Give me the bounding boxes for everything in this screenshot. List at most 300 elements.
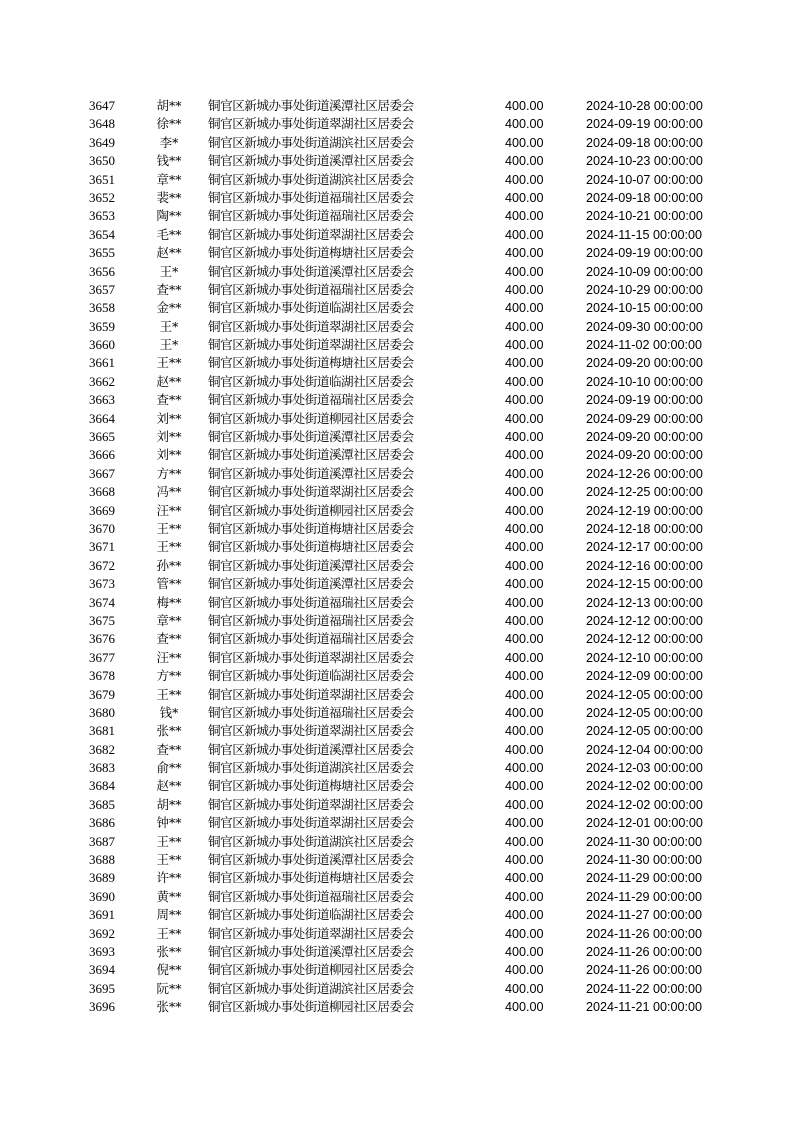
amount: 400.00	[505, 853, 544, 868]
person-name: 毛**	[156, 226, 182, 242]
person-name: 王*	[159, 318, 179, 334]
record-id: 3676	[89, 631, 115, 647]
person-name: 王**	[156, 833, 182, 849]
organization: 铜官区新城办事处街道福瑞社区居委会	[208, 281, 414, 297]
table-row	[0, 373, 793, 391]
amount: 400.00	[505, 889, 544, 904]
organization: 铜官区新城办事处街道梅塘社区居委会	[208, 355, 414, 371]
record-id: 3671	[89, 539, 115, 555]
person-name: 黄**	[156, 888, 182, 904]
date-time: 2024-12-04 00:00:00	[586, 742, 703, 757]
date-time: 2024-12-03 00:00:00	[586, 761, 703, 776]
table-row	[0, 97, 793, 115]
table-row	[0, 171, 793, 189]
date-time: 2024-09-20 00:00:00	[586, 430, 703, 445]
organization: 铜官区新城办事处街道临湖社区居委会	[208, 907, 414, 923]
date-time: 2024-09-20 00:00:00	[586, 448, 703, 463]
table-row	[0, 594, 793, 612]
date-time: 2024-09-19 00:00:00	[586, 117, 703, 132]
record-id: 3677	[89, 649, 115, 665]
amount: 400.00	[505, 650, 544, 665]
table-row	[0, 759, 793, 777]
amount: 400.00	[505, 797, 544, 812]
organization: 铜官区新城办事处街道临湖社区居委会	[208, 300, 414, 316]
organization: 铜官区新城办事处街道柳园社区居委会	[208, 502, 414, 518]
amount: 400.00	[505, 246, 544, 261]
date-time: 2024-11-27 00:00:00	[586, 908, 703, 923]
record-id: 3682	[89, 741, 115, 757]
date-time: 2024-10-07 00:00:00	[586, 172, 703, 187]
table-row	[0, 483, 793, 501]
date-time: 2024-11-30 00:00:00	[586, 853, 703, 868]
organization: 铜官区新城办事处街道溪潭社区居委会	[208, 465, 414, 481]
date-time: 2024-11-15 00:00:00	[586, 227, 703, 242]
organization: 铜官区新城办事处街道翠湖社区居委会	[208, 226, 414, 242]
amount: 400.00	[505, 411, 544, 426]
date-time: 2024-12-01 00:00:00	[586, 816, 703, 831]
table-row	[0, 115, 793, 133]
table-row	[0, 686, 793, 704]
person-name: 汪**	[156, 649, 182, 665]
record-id: 3650	[89, 153, 115, 169]
amount: 400.00	[505, 981, 544, 996]
person-name: 王**	[156, 852, 182, 868]
date-time: 2024-11-29 00:00:00	[586, 889, 703, 904]
amount: 400.00	[505, 742, 544, 757]
date-time: 2024-12-09 00:00:00	[586, 669, 703, 684]
person-name: 金**	[156, 300, 182, 316]
organization: 铜官区新城办事处街道梅塘社区居委会	[208, 520, 414, 536]
date-time: 2024-12-02 00:00:00	[586, 797, 703, 812]
table-row	[0, 152, 793, 170]
record-id: 3692	[89, 925, 115, 941]
record-id: 3651	[89, 171, 115, 187]
organization: 铜官区新城办事处街道溪潭社区居委会	[208, 153, 414, 169]
person-name: 胡**	[156, 796, 182, 812]
organization: 铜官区新城办事处街道柳园社区居委会	[208, 410, 414, 426]
organization: 铜官区新城办事处街道福瑞社区居委会	[208, 631, 414, 647]
record-id: 3684	[89, 778, 115, 794]
date-time: 2024-10-28 00:00:00	[586, 99, 703, 113]
record-id: 3649	[89, 134, 115, 150]
person-name: 钱*	[159, 704, 179, 720]
person-name: 冯**	[156, 484, 182, 500]
amount: 400.00	[505, 117, 544, 132]
organization: 铜官区新城办事处街道湖滨社区居委会	[208, 171, 414, 187]
person-name: 管**	[156, 576, 182, 592]
person-name: 赵**	[156, 245, 182, 261]
amount: 400.00	[505, 135, 544, 150]
amount: 400.00	[505, 521, 544, 536]
person-name: 查**	[156, 631, 182, 647]
date-time: 2024-10-10 00:00:00	[586, 374, 703, 389]
table-row	[0, 796, 793, 814]
person-name: 王**	[156, 686, 182, 702]
person-name: 周**	[156, 907, 182, 923]
person-name: 王**	[156, 925, 182, 941]
amount: 400.00	[505, 926, 544, 941]
date-time: 2024-11-26 00:00:00	[586, 963, 703, 978]
date-time: 2024-10-09 00:00:00	[586, 264, 703, 279]
record-id: 3678	[89, 668, 115, 684]
record-id: 3679	[89, 686, 115, 702]
organization: 铜官区新城办事处街道湖滨社区居委会	[208, 833, 414, 849]
person-name: 张**	[156, 943, 182, 959]
organization: 铜官区新城办事处街道梅塘社区居委会	[208, 539, 414, 555]
table-row	[0, 207, 793, 225]
amount: 400.00	[505, 816, 544, 831]
record-id: 3687	[89, 833, 115, 849]
record-id: 3648	[89, 116, 115, 132]
table-row	[0, 391, 793, 409]
amount: 400.00	[505, 356, 544, 371]
record-id: 3666	[89, 447, 115, 463]
record-id: 3681	[89, 723, 115, 739]
person-name: 钱**	[156, 153, 182, 169]
record-id: 3661	[89, 355, 115, 371]
amount: 400.00	[505, 503, 544, 518]
person-name: 孙**	[156, 557, 182, 573]
record-id: 3685	[89, 796, 115, 812]
organization: 铜官区新城办事处街道湖滨社区居委会	[208, 760, 414, 776]
organization: 铜官区新城办事处街道梅塘社区居委会	[208, 778, 414, 794]
record-id: 3659	[89, 318, 115, 334]
organization: 铜官区新城办事处街道梅塘社区居委会	[208, 245, 414, 261]
record-id: 3667	[89, 465, 115, 481]
organization: 铜官区新城办事处街道福瑞社区居委会	[208, 888, 414, 904]
person-name: 查**	[156, 741, 182, 757]
organization: 铜官区新城办事处街道福瑞社区居委会	[208, 392, 414, 408]
record-id: 3647	[89, 98, 115, 113]
amount: 400.00	[505, 540, 544, 555]
date-time: 2024-11-21 00:00:00	[586, 1000, 703, 1015]
table-row	[0, 667, 793, 685]
table-row	[0, 777, 793, 795]
organization: 铜官区新城办事处街道溪潭社区居委会	[208, 263, 414, 279]
table-row	[0, 722, 793, 740]
amount: 400.00	[505, 963, 544, 978]
table-row	[0, 410, 793, 428]
table-row	[0, 612, 793, 630]
record-id: 3664	[89, 410, 115, 426]
date-time: 2024-12-18 00:00:00	[586, 521, 703, 536]
amount: 400.00	[505, 871, 544, 886]
amount: 400.00	[505, 99, 544, 113]
amount: 400.00	[505, 264, 544, 279]
table-row	[0, 814, 793, 832]
amount: 400.00	[505, 705, 544, 720]
person-name: 梅**	[156, 594, 182, 610]
date-time: 2024-11-26 00:00:00	[586, 944, 703, 959]
date-time: 2024-12-19 00:00:00	[586, 503, 703, 518]
record-id: 3683	[89, 760, 115, 776]
amount: 400.00	[505, 154, 544, 169]
record-id: 3680	[89, 704, 115, 720]
person-name: 章**	[156, 171, 182, 187]
table-row	[0, 354, 793, 372]
table-row	[0, 557, 793, 575]
person-name: 章**	[156, 612, 182, 628]
amount: 400.00	[505, 430, 544, 445]
organization: 铜官区新城办事处街道翠湖社区居委会	[208, 116, 414, 132]
organization: 铜官区新城办事处街道福瑞社区居委会	[208, 612, 414, 628]
date-time: 2024-10-15 00:00:00	[586, 301, 703, 316]
table-row	[0, 520, 793, 538]
organization: 铜官区新城办事处街道临湖社区居委会	[208, 373, 414, 389]
record-id: 3693	[89, 943, 115, 959]
table-row	[0, 428, 793, 446]
organization: 铜官区新城办事处街道翠湖社区居委会	[208, 723, 414, 739]
record-id: 3657	[89, 281, 115, 297]
person-name: 李*	[159, 134, 179, 150]
table-row	[0, 318, 793, 336]
person-name: 俞**	[156, 760, 182, 776]
organization: 铜官区新城办事处街道溪潭社区居委会	[208, 447, 414, 463]
date-time: 2024-11-30 00:00:00	[586, 834, 703, 849]
record-id: 3686	[89, 815, 115, 831]
amount: 400.00	[505, 632, 544, 647]
amount: 400.00	[505, 466, 544, 481]
record-id: 3658	[89, 300, 115, 316]
table-row	[0, 998, 793, 1016]
date-time: 2024-12-12 00:00:00	[586, 632, 703, 647]
amount: 400.00	[505, 908, 544, 923]
table-row	[0, 244, 793, 262]
person-name: 王*	[159, 337, 179, 353]
organization: 铜官区新城办事处街道柳园社区居委会	[208, 999, 414, 1015]
amount: 400.00	[505, 595, 544, 610]
record-id: 3668	[89, 484, 115, 500]
amount: 400.00	[505, 227, 544, 242]
date-time: 2024-12-26 00:00:00	[586, 466, 703, 481]
organization: 铜官区新城办事处街道翠湖社区居委会	[208, 337, 414, 353]
person-name: 裴**	[156, 189, 182, 205]
organization: 铜官区新城办事处街道溪潭社区居委会	[208, 741, 414, 757]
record-id: 3656	[89, 263, 115, 279]
amount: 400.00	[505, 338, 544, 353]
person-name: 陶**	[156, 208, 182, 224]
organization: 铜官区新城办事处街道福瑞社区居委会	[208, 208, 414, 224]
amount: 400.00	[505, 724, 544, 739]
amount: 400.00	[505, 393, 544, 408]
person-name: 查**	[156, 281, 182, 297]
table-row	[0, 134, 793, 152]
record-id: 3670	[89, 520, 115, 536]
table-row	[0, 925, 793, 943]
person-name: 王**	[156, 539, 182, 555]
organization: 铜官区新城办事处街道临湖社区居委会	[208, 668, 414, 684]
date-time: 2024-09-19 00:00:00	[586, 246, 703, 261]
person-name: 许**	[156, 870, 182, 886]
amount: 400.00	[505, 944, 544, 959]
table-row	[0, 630, 793, 648]
date-time: 2024-12-13 00:00:00	[586, 595, 703, 610]
organization: 铜官区新城办事处街道翠湖社区居委会	[208, 815, 414, 831]
table-row	[0, 741, 793, 759]
person-name: 倪**	[156, 962, 182, 978]
record-id: 3690	[89, 888, 115, 904]
record-id: 3691	[89, 907, 115, 923]
organization: 铜官区新城办事处街道福瑞社区居委会	[208, 594, 414, 610]
record-id: 3663	[89, 392, 115, 408]
amount: 400.00	[505, 834, 544, 849]
person-name: 徐**	[156, 116, 182, 132]
amount: 400.00	[505, 761, 544, 776]
table-row	[0, 649, 793, 667]
amount: 400.00	[505, 448, 544, 463]
record-id: 3675	[89, 612, 115, 628]
organization: 铜官区新城办事处街道翠湖社区居委会	[208, 484, 414, 500]
table-row	[0, 336, 793, 354]
person-name: 方**	[156, 668, 182, 684]
record-id: 3672	[89, 557, 115, 573]
table-row	[0, 502, 793, 520]
date-time: 2024-09-18 00:00:00	[586, 190, 703, 205]
record-id: 3674	[89, 594, 115, 610]
table-row	[0, 888, 793, 906]
record-id: 3689	[89, 870, 115, 886]
record-id: 3660	[89, 337, 115, 353]
organization: 铜官区新城办事处街道溪潭社区居委会	[208, 576, 414, 592]
table-row	[0, 704, 793, 722]
organization: 铜官区新城办事处街道溪潭社区居委会	[208, 852, 414, 868]
date-time: 2024-09-19 00:00:00	[586, 393, 703, 408]
record-id: 3673	[89, 576, 115, 592]
organization: 铜官区新城办事处街道翠湖社区居委会	[208, 318, 414, 334]
table-row	[0, 961, 793, 979]
person-name: 查**	[156, 392, 182, 408]
amount: 400.00	[505, 1000, 544, 1015]
amount: 400.00	[505, 669, 544, 684]
person-name: 王*	[159, 263, 179, 279]
record-id: 3662	[89, 373, 115, 389]
table-row	[0, 851, 793, 869]
date-time: 2024-12-05 00:00:00	[586, 705, 703, 720]
person-name: 赵**	[156, 778, 182, 794]
date-time: 2024-10-23 00:00:00	[586, 154, 703, 169]
date-time: 2024-09-29 00:00:00	[586, 411, 703, 426]
amount: 400.00	[505, 613, 544, 628]
date-time: 2024-09-30 00:00:00	[586, 319, 703, 334]
table-row	[0, 538, 793, 556]
organization: 铜官区新城办事处街道溪潭社区居委会	[208, 557, 414, 573]
table-row	[0, 226, 793, 244]
organization: 铜官区新城办事处街道湖滨社区居委会	[208, 134, 414, 150]
organization: 铜官区新城办事处街道福瑞社区居委会	[208, 189, 414, 205]
date-time: 2024-11-22 00:00:00	[586, 981, 703, 996]
person-name: 阮**	[156, 980, 182, 996]
table-row	[0, 943, 793, 961]
table-row	[0, 189, 793, 207]
date-time: 2024-12-10 00:00:00	[586, 650, 703, 665]
table-row	[0, 869, 793, 887]
amount: 400.00	[505, 577, 544, 592]
record-table	[0, 97, 793, 1017]
organization: 铜官区新城办事处街道福瑞社区居委会	[208, 704, 414, 720]
date-time: 2024-12-17 00:00:00	[586, 540, 703, 555]
table-row	[0, 833, 793, 851]
amount: 400.00	[505, 687, 544, 702]
record-id: 3669	[89, 502, 115, 518]
organization: 铜官区新城办事处街道翠湖社区居委会	[208, 796, 414, 812]
record-id: 3665	[89, 429, 115, 445]
amount: 400.00	[505, 374, 544, 389]
record-id: 3696	[89, 999, 115, 1015]
amount: 400.00	[505, 558, 544, 573]
date-time: 2024-11-29 00:00:00	[586, 871, 703, 886]
record-id: 3653	[89, 208, 115, 224]
person-name: 刘**	[156, 410, 182, 426]
organization: 铜官区新城办事处街道翠湖社区居委会	[208, 686, 414, 702]
person-name: 王**	[156, 520, 182, 536]
person-name: 王**	[156, 355, 182, 371]
table-row	[0, 446, 793, 464]
record-id: 3654	[89, 226, 115, 242]
amount: 400.00	[505, 172, 544, 187]
date-time: 2024-11-26 00:00:00	[586, 926, 703, 941]
person-name: 刘**	[156, 429, 182, 445]
person-name: 方**	[156, 465, 182, 481]
person-name: 刘**	[156, 447, 182, 463]
table-row	[0, 299, 793, 317]
date-time: 2024-12-02 00:00:00	[586, 779, 703, 794]
date-time: 2024-09-18 00:00:00	[586, 135, 703, 150]
record-id: 3695	[89, 980, 115, 996]
organization: 铜官区新城办事处街道溪潭社区居委会	[208, 98, 414, 113]
person-name: 赵**	[156, 373, 182, 389]
person-name: 汪**	[156, 502, 182, 518]
date-time: 2024-12-05 00:00:00	[586, 687, 703, 702]
person-name: 张**	[156, 723, 182, 739]
person-name: 张**	[156, 999, 182, 1015]
date-time: 2024-12-05 00:00:00	[586, 724, 703, 739]
date-time: 2024-11-02 00:00:00	[586, 338, 703, 353]
amount: 400.00	[505, 190, 544, 205]
amount: 400.00	[505, 779, 544, 794]
amount: 400.00	[505, 282, 544, 297]
person-name: 胡**	[156, 98, 182, 113]
amount: 400.00	[505, 301, 544, 316]
organization: 铜官区新城办事处街道湖滨社区居委会	[208, 980, 414, 996]
record-id: 3688	[89, 852, 115, 868]
record-id: 3694	[89, 962, 115, 978]
organization: 铜官区新城办事处街道翠湖社区居委会	[208, 649, 414, 665]
organization: 铜官区新城办事处街道翠湖社区居委会	[208, 925, 414, 941]
table-row	[0, 465, 793, 483]
table-row	[0, 575, 793, 593]
date-time: 2024-12-16 00:00:00	[586, 558, 703, 573]
record-id: 3652	[89, 189, 115, 205]
amount: 400.00	[505, 485, 544, 500]
amount: 400.00	[505, 209, 544, 224]
table-row	[0, 906, 793, 924]
table-row	[0, 980, 793, 998]
table-row	[0, 281, 793, 299]
record-id: 3655	[89, 245, 115, 261]
date-time: 2024-12-12 00:00:00	[586, 613, 703, 628]
table-row	[0, 263, 793, 281]
amount: 400.00	[505, 319, 544, 334]
organization: 铜官区新城办事处街道柳园社区居委会	[208, 962, 414, 978]
date-time: 2024-12-15 00:00:00	[586, 577, 703, 592]
date-time: 2024-12-25 00:00:00	[586, 485, 703, 500]
organization: 铜官区新城办事处街道梅塘社区居委会	[208, 870, 414, 886]
date-time: 2024-09-20 00:00:00	[586, 356, 703, 371]
person-name: 钟**	[156, 815, 182, 831]
date-time: 2024-10-21 00:00:00	[586, 209, 703, 224]
organization: 铜官区新城办事处街道溪潭社区居委会	[208, 429, 414, 445]
date-time: 2024-10-29 00:00:00	[586, 282, 703, 297]
